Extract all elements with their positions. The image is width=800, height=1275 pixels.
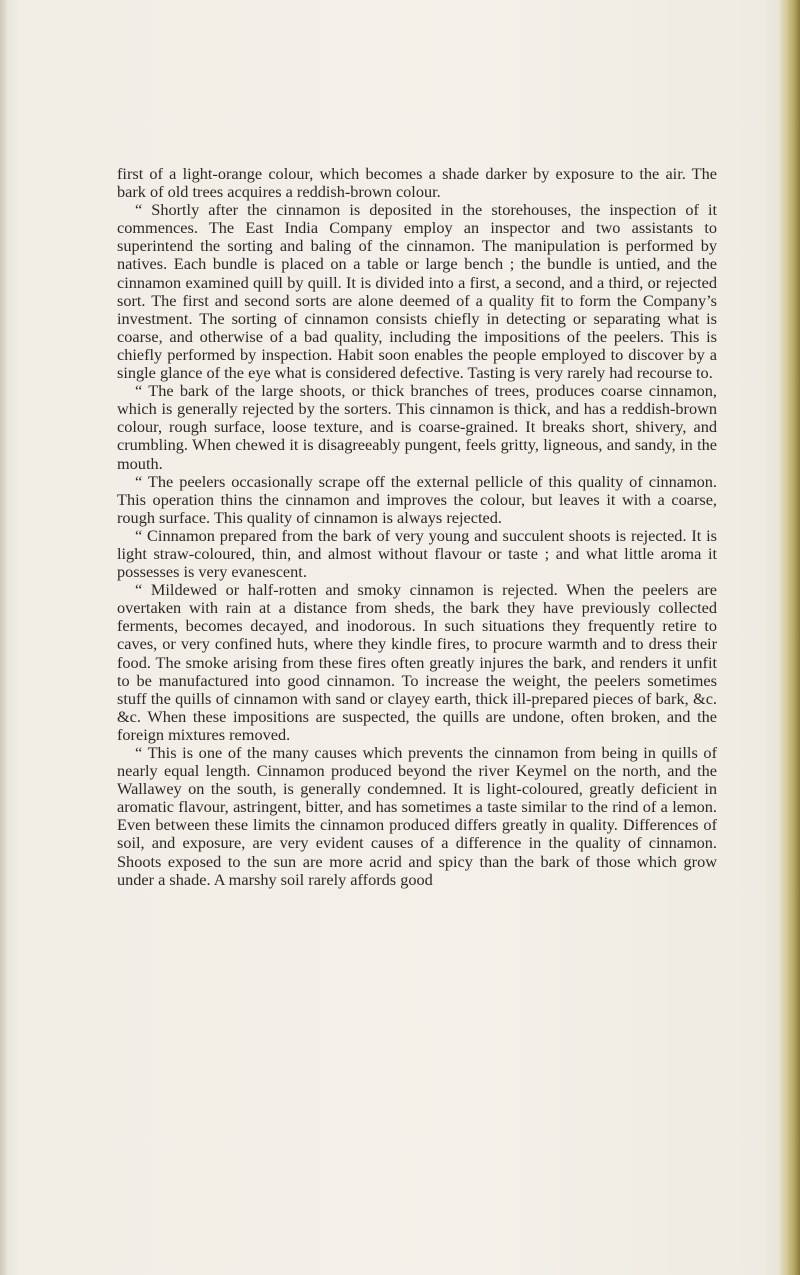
paragraph: “ Shortly after the cinnamon is deposited in the storehouses, the inspection of it commences. The East India Company employ an inspector and two assistants to superintend the sorting and baling of the cinnamon. The manipulation is performed by natives. Each bundle is placed on a table or large bench ; the bundle is untied, and the cinnamon examined quill by quill. It is divided into a first, a second, and a third, or rejected sort. The first and second sorts are alone deemed of a quality fit to form the Company’s investment. The sorting of cinnamon consists chiefly in detecting or separating what is coarse, and otherwise of a bad quality, including the impositions of the peelers. This is chiefly performed by inspection. Habit soon enables the people employed to discover by a single glance of the eye what is considered defective. Tasting is very rarely had recourse to. — [117, 200, 717, 383]
body-text — [117, 165, 717, 889]
paragraph: first of a light-orange colour, which becomes a shade darker by exposure to the air. The bark of old trees acquires a reddish-brown colour. — [117, 164, 717, 202]
page-right-edge — [778, 0, 800, 1275]
paragraph: “ Mildewed or half-rotten and smoky cinnamon is rejected. When the peelers are overtaken with rain at a distance from sheds, the bark they have previously collected ferments, becomes decayed, and inodorous. In such situations they frequently retire to caves, or very confined huts, where they kindle fires, to procure warmth and to dress their food. The smoke arising from these fires often greatly injures the bark, and renders it unfit to be manufactured into good cinnamon. To increase the weight, the peelers sometimes stuff the quills of cinnamon with sand or clayey earth, thick ill-prepared pieces of bark, &c. &c. When these impositions are suspected, the quills are undone, often broken, and the foreign mixtures removed. — [117, 580, 717, 744]
paragraph: “ This is one of the many causes which prevents the cinnamon from being in quills of nearly equal length. Cinnamon produced beyond the river Keymel on the north, and the Wallawey on the south, is generally condemned. It is light-coloured, greatly deficient in aromatic flavour, astringent, bitter, and has sometimes a taste similar to the rind of a lemon. Even between these limits the cinnamon produced differs greatly in quality. Differences of soil, and exposure, are very evident causes of a difference in the quality of cinnamon. Shoots exposed to the sun are more acrid and spicy than the bark of those which grow under a shade. A marshy soil rarely affords good — [117, 743, 717, 889]
paragraph: “ Cinnamon prepared from the bark of very young and succulent shoots is rejected. It is light straw-coloured, thin, and almost without flavour or taste ; and what little aroma it possesses is very evanescent. — [117, 525, 717, 582]
paragraph: “ The bark of the large shoots, or thick branches of trees, produces coarse cinnamon, which is generally rejected by the sorters. This cinnamon is thick, and has a reddish-brown colour, rough surface, loose texture, and is coarse-grained. It breaks short, shivery, and crumbling. When chewed it is disagreeably pungent, feels gritty, ligneous, and sandy, in the mouth. — [117, 381, 717, 473]
paragraph: “ The peelers occasionally scrape off the external pellicle of this quality of cinnamon. This operation thins the cinnamon and improves the colour, but leaves it with a coarse, rough surface. This quality of cinnamon is always rejected. — [117, 471, 717, 527]
page-left-shadow — [0, 0, 8, 1275]
